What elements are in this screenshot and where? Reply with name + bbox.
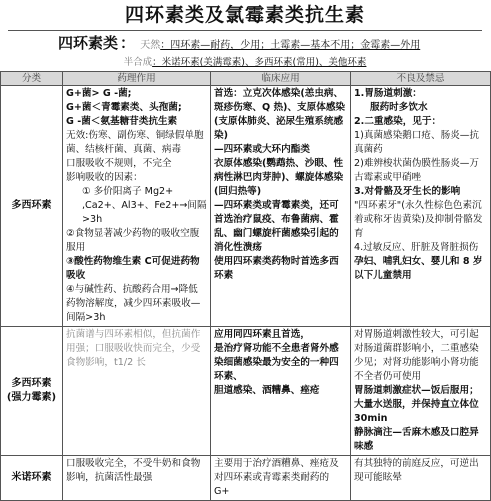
pharm-line: G -菌＜氨基糖苷类抗生素: [66, 116, 178, 127]
pharm-line: 无效:伤寒、副伤寒、铜绿假单胞菌、结核杆菌、真菌、病毒: [66, 130, 204, 155]
adverse-line: 孕妇、哺乳妇女、婴儿和 8 岁以下儿童禁用: [354, 256, 483, 281]
clinical-line: 应用同四环素且首选，: [214, 329, 310, 340]
semi-label: 半合成: [123, 57, 153, 68]
adverse-line: 3.对骨骼及牙生长的影响: [354, 186, 461, 197]
adverse-line: 4.过敏反应、肝脏及肾脏损伤: [354, 242, 479, 253]
clinical-line: 使用四环素类药物时首选多西环素: [214, 256, 339, 281]
semi-list: ：米诺环素(美满霉素)、多西环素(常用)、美他环素: [152, 57, 367, 68]
adverse-line: 1)真菌感染鹅口疮、肠炎—抗真菌药: [354, 130, 479, 155]
table-header-row: [1, 72, 491, 86]
clinical-cell: [211, 86, 351, 327]
clinical-line: —四环素或大环内酯类: [214, 144, 310, 155]
adverse-line: 静脉滴注—舌麻木感及口腔异味感: [354, 427, 479, 452]
row-category-name: 多西环素: [11, 378, 52, 389]
natural-list: ：四环素—耐药，少用；土霉素—基本不用；金霉素—外用: [160, 40, 421, 51]
clinical-line: —四环素类或青霉素类，还可首选治疗鼠疫、布鲁菌病、霍乱、幽门螺旋杆菌感染引起的消化性溃疡: [214, 200, 339, 253]
adverse-line: 2)难辨梭状菌伪膜性肠炎—万古霉素或甲硝唑: [354, 158, 479, 183]
document-title: 四环素类及氯霉素类抗生素: [124, 4, 365, 26]
adverse-cell: [351, 86, 491, 327]
row-category: 米诺环素: [1, 456, 63, 501]
pharm-line: ②食物显著减少药物的吸收空腹服用: [66, 228, 200, 253]
pharm-line: 影响吸收的因素：: [66, 172, 143, 183]
row-category-alias: (强力霉素): [6, 392, 57, 403]
pharmacology-cell: [63, 86, 211, 327]
row-category: 多西环素: [1, 86, 63, 327]
adverse-line: 胃肠道刺激症状—饭后服用；大量水送服，并保持直立体位 30min: [354, 385, 479, 424]
pharm-line: ④与碱性药、抗酸药合用→降低药物溶解度，减少四环素吸收—间隔>3h: [66, 284, 201, 323]
table-row: [1, 327, 491, 456]
col-header-clinical: 临床应用: [211, 72, 351, 86]
pharm-line: 口服吸收不规则，不完全: [66, 158, 172, 169]
clinical-line: 是治疗肾功能不全患者肾外感染细菌感染最为安全的一种四环素、: [214, 343, 339, 382]
adverse-line: 服药时多饮水: [370, 102, 428, 113]
pharm-line: ③酸性药物维生素 C可促进药物吸收: [66, 256, 200, 281]
pharm-line: G+菌＜青霉素类、头孢菌;: [66, 102, 182, 113]
tetracycline-semi-line: [0, 55, 490, 71]
col-header-pharmacology: 药理作用: [63, 72, 211, 86]
pharmacology-cell: 口服吸收完全，不受牛奶和食物影响，抗菌活性最强: [63, 456, 211, 501]
clinical-line: 首选：立克次体感染(恙虫病、斑疹伤寒、Q 热)、支原体感染(支原体肺炎、泌尿生殖系统感染): [214, 88, 346, 141]
section-colon: ：: [120, 34, 136, 52]
adverse-line: 2.二重感染，见于：: [354, 116, 442, 127]
clinical-line: 衣原体感染(鹦鹉热、沙眼、性病性淋巴肉芽肿)、螺旋体感染(回归热等): [214, 158, 344, 197]
clinical-cell: 主要用于治疗酒糟鼻、痤疮及对四环素或青霉素类耐药的 G+: [211, 456, 351, 501]
drug-table: [0, 71, 491, 501]
adverse-line: 1.胃肠道刺激：: [354, 88, 422, 99]
col-header-adverse: 不良及禁忌: [351, 72, 491, 86]
section-label: 四环素类: [58, 34, 119, 52]
row-category: [1, 327, 63, 456]
adverse-cell: 有其独特的前庭反应，可逆出现可能眩晕: [351, 456, 491, 501]
adverse-line: 对胃肠道刺激性较大，可引起对肠道菌群影响小，二重感染少见；对肾功能影响小肾功能不全者仍可使用: [354, 329, 479, 382]
table-row: [1, 86, 491, 327]
adverse-line: "四环素牙"(永久性棕色色素沉着或称牙齿黄染)及抑制骨骼发育: [354, 200, 483, 239]
clinical-cell: [211, 327, 351, 456]
table-row: [1, 456, 491, 501]
natural-label: 天然: [140, 40, 161, 51]
pharmacology-cell: 抗菌谱与四环素相似，但抗菌作用强；口服吸收快而完全，少受食物影响，t1/2 长: [63, 327, 211, 456]
pharm-line: G+菌> G -菌;: [66, 88, 132, 99]
col-header-category: 分类: [1, 72, 63, 86]
clinical-line: 胆道感染、酒糟鼻、痤疮: [214, 385, 320, 396]
adverse-cell: [351, 327, 491, 456]
tetracycline-natural-line: [8, 30, 482, 55]
pharm-line: ① 多价阳离子 Mg2+ ,Ca2+、Al3+、Fe2+→间隔>3h: [82, 186, 207, 225]
